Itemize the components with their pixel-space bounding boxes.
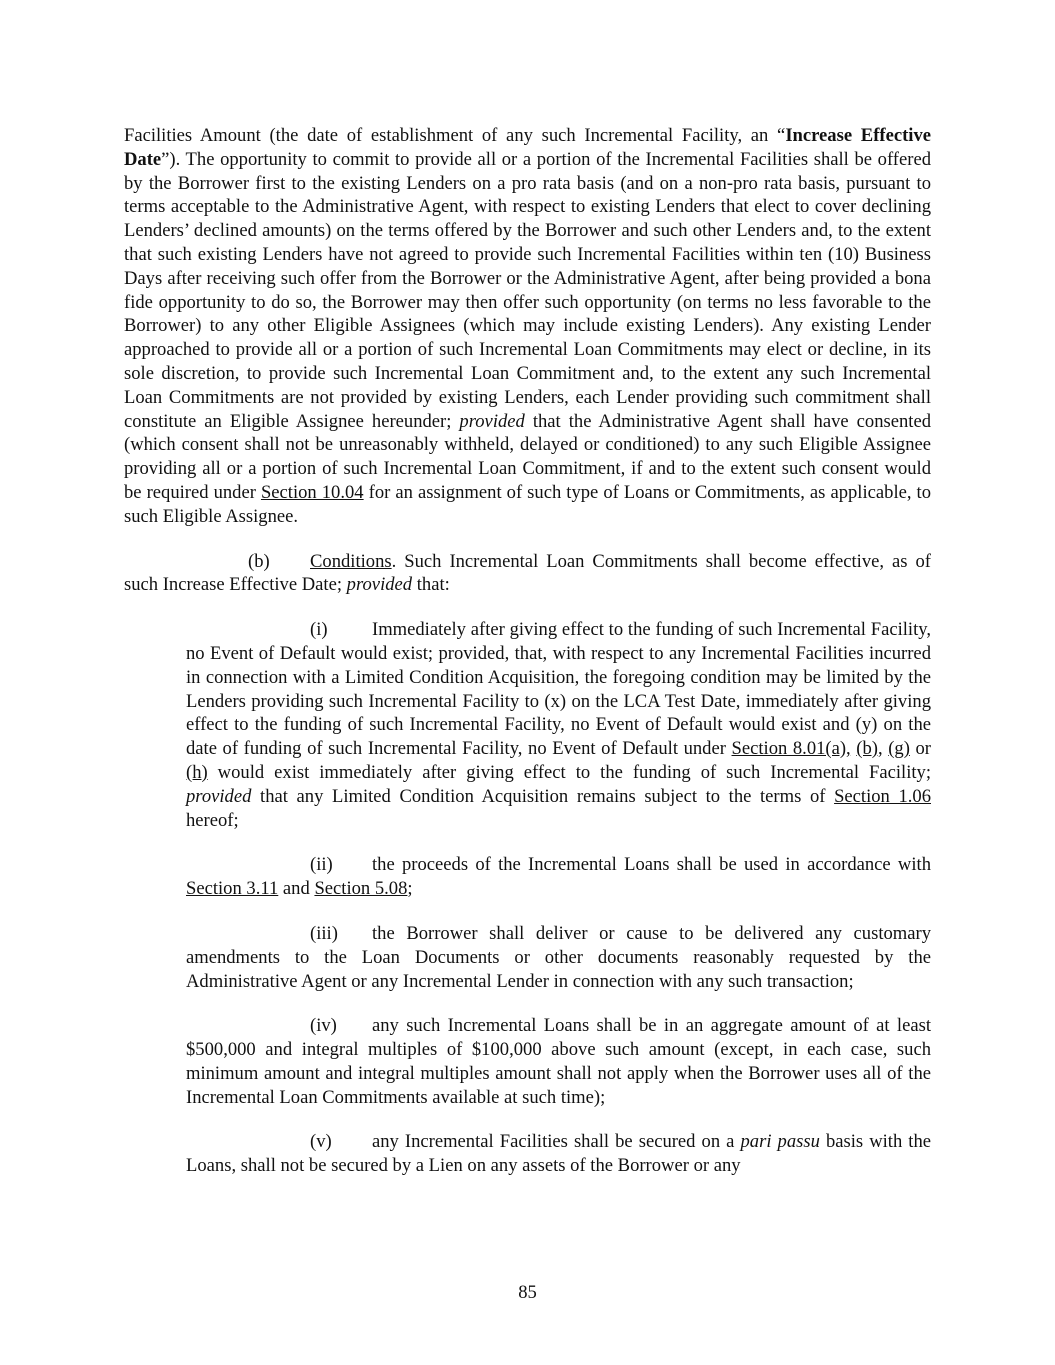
section-reference: Section 8.01(a), xyxy=(731,738,851,760)
clause-number: (ii) xyxy=(310,854,333,876)
clause-number: (iv) xyxy=(310,1015,337,1037)
document-body xyxy=(124,124,931,1178)
page-number: 85 xyxy=(518,1282,537,1303)
clause-number: (i) xyxy=(310,619,328,641)
section-reference: (h) xyxy=(186,761,208,783)
section-reference: Section 1.06 xyxy=(834,785,931,807)
conditions-list xyxy=(186,618,931,1178)
paragraph-increase-effective-date: Facilities Amount (the date of establishment of any such Incremental Facility, an “Increase Effective Date”). The opportunity to commit to provide all or a portion of the Incremental Facilities shall be offered by the Borrower first to the existing Lenders on a pro rata basis (and on a non-pro rata basis, pursuant to terms acceptable to the Administrative Agent, with respect to existing Lenders that elect to cover declining Lenders’ declined amounts) on the terms offered by the Borrower and such other Lenders and, to the extent that such existing Lenders have not agreed to provide such Incremental Facilities within ten (10) Business Days after receiving such offer from the Borrower or the Administrative Agent, after being provided a bona fide opportunity to do so, the Borrower may then offer such opportunity (on terms no less favorable to the Borrower) to any other Eligible Assignees (which may include existing Lenders). Any existing Lender approached to provide all or a portion of such Incremental Loan Commitments may elect or decline, in its sole discretion, to provide such Incremental Loan Commitment and, to the extent any such Incremental Loan Commitments are not provided by existing Lenders, each Lender providing such commitment shall constitute an Eligible Assignee hereunder; provided that the Administrative Agent shall have consented (which consent shall not be unreasonably withheld, delayed or conditioned) to any such Eligible Assignee providing all or a portion of such Incremental Loan Commitment, if and to the extent such consent would be required under Section 10.04 for an assignment of such type of Loans or Commitments, as applicable, to such Eligible Assignee. xyxy=(124,125,932,527)
section-reference: Section 3.11 xyxy=(186,878,279,900)
section-reference: (b) xyxy=(856,738,878,760)
defined-term: Increase Effective Date xyxy=(124,125,931,170)
clause-number: (v) xyxy=(310,1131,332,1153)
section-heading: Conditions xyxy=(310,550,392,572)
condition-item-v: (v) any Incremental Facilities shall be secured on a pari passu basis with the Loans, shall not be secured by a Lien on any assets of the Borrower or any xyxy=(186,1131,932,1177)
paragraph-conditions: (b) Conditions. Such Incremental Loan Commitments shall become effective, as of such Increase Effective Date; provided that: xyxy=(124,550,931,596)
clause-number: (iii) xyxy=(310,922,338,944)
section-reference: (g) xyxy=(888,738,910,760)
condition-item-iv: (iv) any such Incremental Loans shall be in an aggregate amount of at least $500,000 and integral multiples of $100,000 above such amount (except, in each case, such minimum amount and integral multiples amount shall not apply when the Borrower uses all of the Incremental Loan Commitments available at such time); xyxy=(186,1015,931,1108)
condition-item-ii: (ii) the proceeds of the Incremental Loans shall be used in accordance with Section 3.11 and Section 5.08; xyxy=(186,854,931,900)
clause-number: (b) xyxy=(248,550,270,572)
condition-item-i: (i) Immediately after giving effect to the funding of such Incremental Facility, no Event of Default would exist; provided, that, with respect to any Incremental Facilities incurred in connection with a Limited Condition Acquisition, the foregoing condition may be limited by the Lenders providing such Incremental Facility to (x) on the LCA Test Date, immediately after giving effect to the funding of such Incremental Facility, no Event of Default would exist and (y) on the date of funding of such Incremental Facility, no Event of Default under Section 8.01(a), (b), (g) or (h) would exist immediately after giving effect to the funding of such Incremental Facility; provided that any Limited Condition Acquisition remains subject to the terms of Section 1.06 hereof; xyxy=(186,619,931,831)
section-reference: Section 10.04 xyxy=(260,481,364,503)
section-reference: Section 5.08 xyxy=(314,878,408,900)
condition-item-iii: (iii) the Borrower shall deliver or cause to be delivered any customary amendments to the Loan Documents or other documents reasonably requested by the Administrative Agent or any Incremental Lender in connection with any such transaction; xyxy=(186,922,931,992)
